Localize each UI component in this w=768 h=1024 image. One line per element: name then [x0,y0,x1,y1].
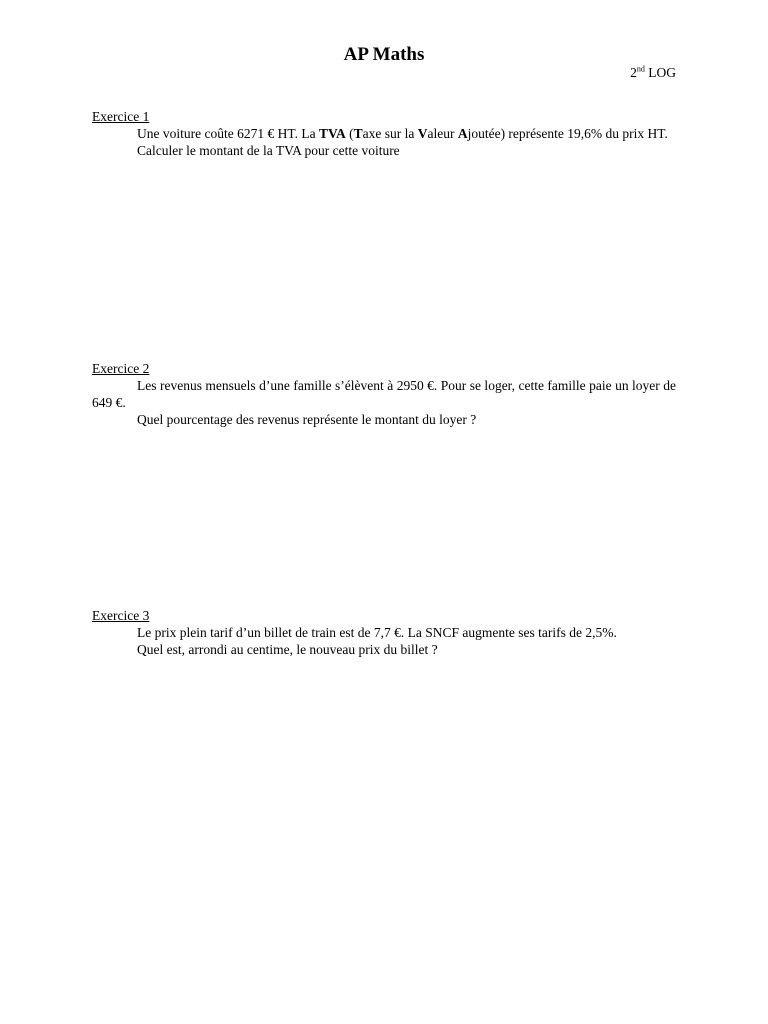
statement-text: joutée) représente 19,6% du prix HT. [467,126,668,141]
page-title: AP Maths [343,44,425,65]
exercise-2-question: Quel pourcentage des revenus représente le montant du loyer ? [137,412,477,427]
class-suffix: LOG [644,65,676,80]
statement-text: aleur [427,126,458,141]
class-number: 2 [630,65,637,80]
exercise-1-question: Calculer le montant de la TVA pour cette voiture [137,143,400,158]
exercise-3-statement: Le prix plein tarif d’un billet de train est de 7,7 €. La SNCF augmente ses tarifs de 2,5%. [137,625,617,640]
exercise-1-heading: Exercice 1 [92,109,150,124]
exercise-2-statement: Les revenus mensuels d’une famille s’élèvent à 2950 €. Pour se loger, cette famille paie un loyer de 649 €. [92,378,676,410]
statement-bold-a: A [457,126,468,141]
exercise-3-question: Quel est, arrondi au centime, le nouveau prix du billet ? [137,642,438,657]
statement-bold-t: T [353,126,363,141]
statement-text: ( [345,126,354,141]
exercise-2-heading: Exercice 2 [92,361,150,376]
class-superscript: nd [636,64,645,74]
exercise-3 [92,607,676,658]
statement-bold-tva: TVA [318,126,346,141]
class-label [630,64,676,82]
exercise-1 [92,108,676,159]
statement-bold-v: V [417,126,428,141]
exercise-3-heading: Exercice 3 [92,608,150,623]
exercise-2 [92,360,676,428]
statement-text: axe sur la [362,126,418,141]
statement-text: Une voiture coûte 6271 € HT. La [137,126,319,141]
exercise-1-statement [92,125,676,142]
